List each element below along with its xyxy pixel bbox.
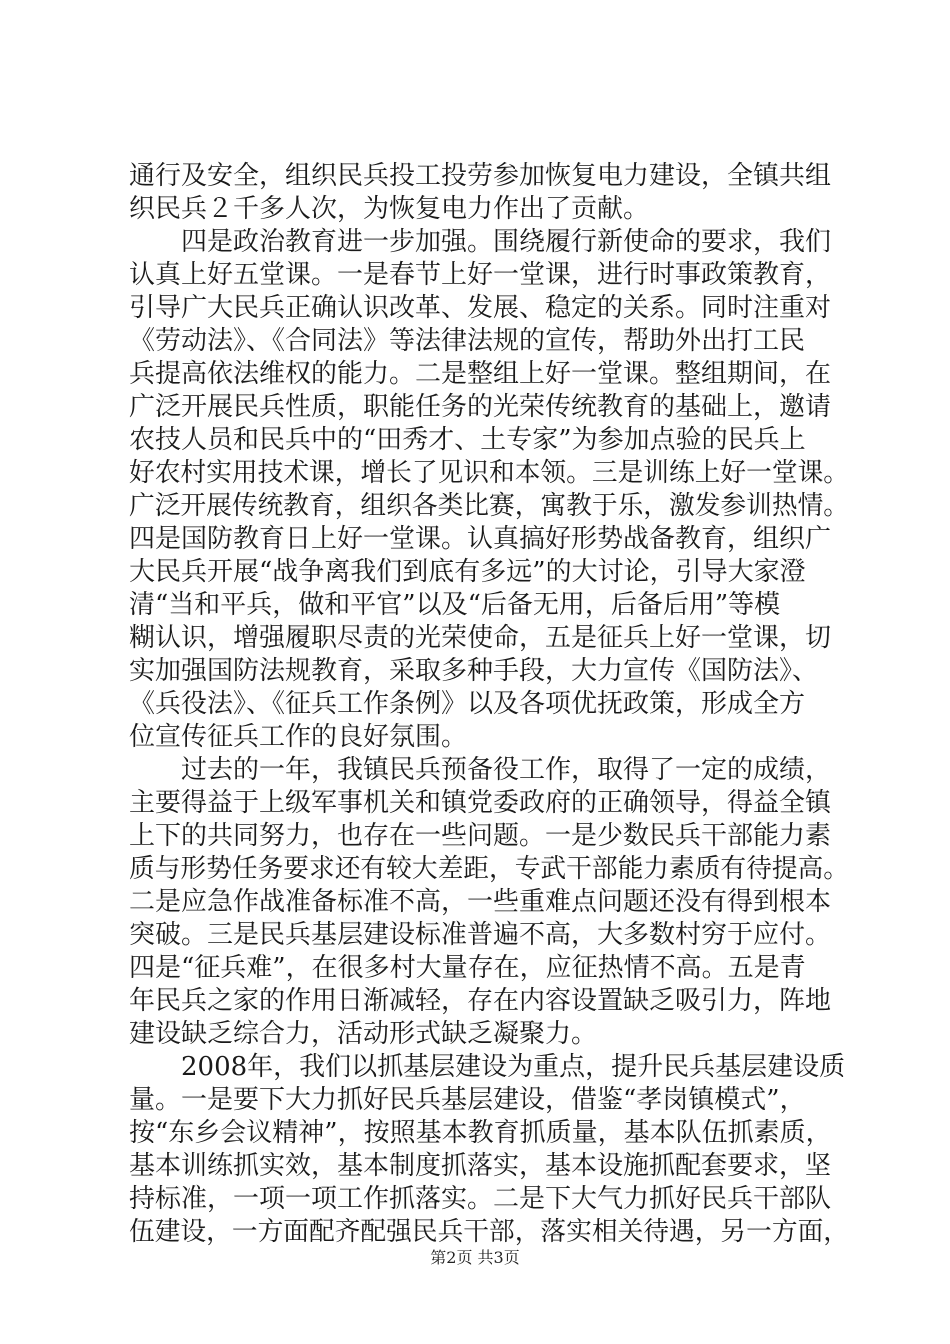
text-line: 引导广大民兵正确认识改革、发展、稳定的关系。同时注重对 bbox=[129, 293, 832, 323]
text-line: 四是国防教育日上好一堂课。认真搞好形势战备教育，组织广 bbox=[129, 524, 832, 554]
text-line: 突破。三是民兵基层建设标准普遍不高，大多数村穷于应付。 bbox=[129, 920, 832, 950]
text-line: 基本训练抓实效，基本制度抓落实，基本设施抓配套要求，坚 bbox=[129, 1151, 832, 1181]
text-line: 广泛开展传统教育，组织各类比赛，寓教于乐，激发参训热情。 bbox=[129, 491, 850, 521]
text-line: 织民兵２千多人次，为恢复电力作出了贡献。 bbox=[129, 194, 650, 224]
text-line: 按“东乡会议精神”，按照基本教育抓质量，基本队伍抓素质， bbox=[129, 1118, 832, 1148]
text-line: 四是政治教育进一步加强。围绕履行新使命的要求，我们 bbox=[181, 227, 832, 257]
text-line: 量。一是要下大力抓好民兵基层建设，借鉴“孝岗镇模式”， bbox=[129, 1085, 806, 1115]
text-line: 好农村实用技术课，增长了见识和本领。三是训练上好一堂课。 bbox=[129, 458, 850, 488]
page-indicator: 第2页 共3页 bbox=[430, 1248, 520, 1267]
text-line: 年民兵之家的作用日渐减轻，存在内容设置缺乏吸引力，阵地 bbox=[129, 986, 832, 1016]
text-line: 持标准，一项一项工作抓落实。二是下大气力抓好民兵干部队 bbox=[129, 1184, 832, 1214]
text-line: 广泛开展民兵性质，职能任务的光荣传统教育的基础上，邀请 bbox=[129, 392, 832, 422]
text-line: 糊认识，增强履职尽责的光荣使命，五是征兵上好一堂课，切 bbox=[129, 623, 832, 653]
text-line: 过去的一年，我镇民兵预备役工作，取得了一定的成绩， bbox=[181, 755, 832, 785]
page-footer bbox=[0, 1245, 950, 1268]
text-line: 主要得益于上级军事机关和镇党委政府的正确领导，得益全镇 bbox=[129, 788, 832, 818]
text-line: 二是应急作战准备标准不高，一些重难点问题还没有得到根本 bbox=[129, 887, 832, 917]
text-line: 《劳动法》、《合同法》等法律法规的宣传，帮助外出打工民 bbox=[129, 326, 806, 356]
text-line: 上下的共同努力，也存在一些问题。一是少数民兵干部能力素 bbox=[129, 821, 832, 851]
text-line: 农技人员和民兵中的“田秀才、土专家”为参加点验的民兵上 bbox=[129, 425, 806, 455]
text-line: 位宣传征兵工作的良好氛围。 bbox=[129, 722, 468, 752]
text-line: 认真上好五堂课。一是春节上好一堂课，进行时事政策教育， bbox=[129, 260, 832, 290]
document-body bbox=[129, 160, 849, 1249]
text-line: 伍建设，一方面配齐配强民兵干部，落实相关待遇，另一方面， bbox=[129, 1217, 850, 1247]
text-line: 2008年，我们以抓基层建设为重点，提升民兵基层建设质 bbox=[181, 1052, 846, 1082]
text-line: 大民兵开展“战争离我们到底有多远”的大讨论，引导大家澄 bbox=[129, 557, 806, 587]
text-line: 清“当和平兵，做和平官”以及“后备无用，后备后用”等模 bbox=[129, 590, 781, 620]
text-line: 建设缺乏综合力，活动形式缺乏凝聚力。 bbox=[129, 1019, 598, 1049]
text-line: 通行及安全，组织民兵投工投劳参加恢复电力建设，全镇共组 bbox=[129, 161, 832, 191]
text-line: 质与形势任务要求还有较大差距，专武干部能力素质有待提高。 bbox=[129, 854, 850, 884]
text-line: 四是“征兵难”，在很多村大量存在，应征热情不高。五是青 bbox=[129, 953, 806, 983]
text-line: 实加强国防法规教育，采取多种手段，大力宣传《国防法》、 bbox=[129, 656, 819, 686]
text-line: 《兵役法》、《征兵工作条例》以及各项优抚政策，形成全方 bbox=[129, 689, 806, 719]
text-line: 兵提高依法维权的能力。二是整组上好一堂课。整组期间，在 bbox=[129, 359, 832, 389]
